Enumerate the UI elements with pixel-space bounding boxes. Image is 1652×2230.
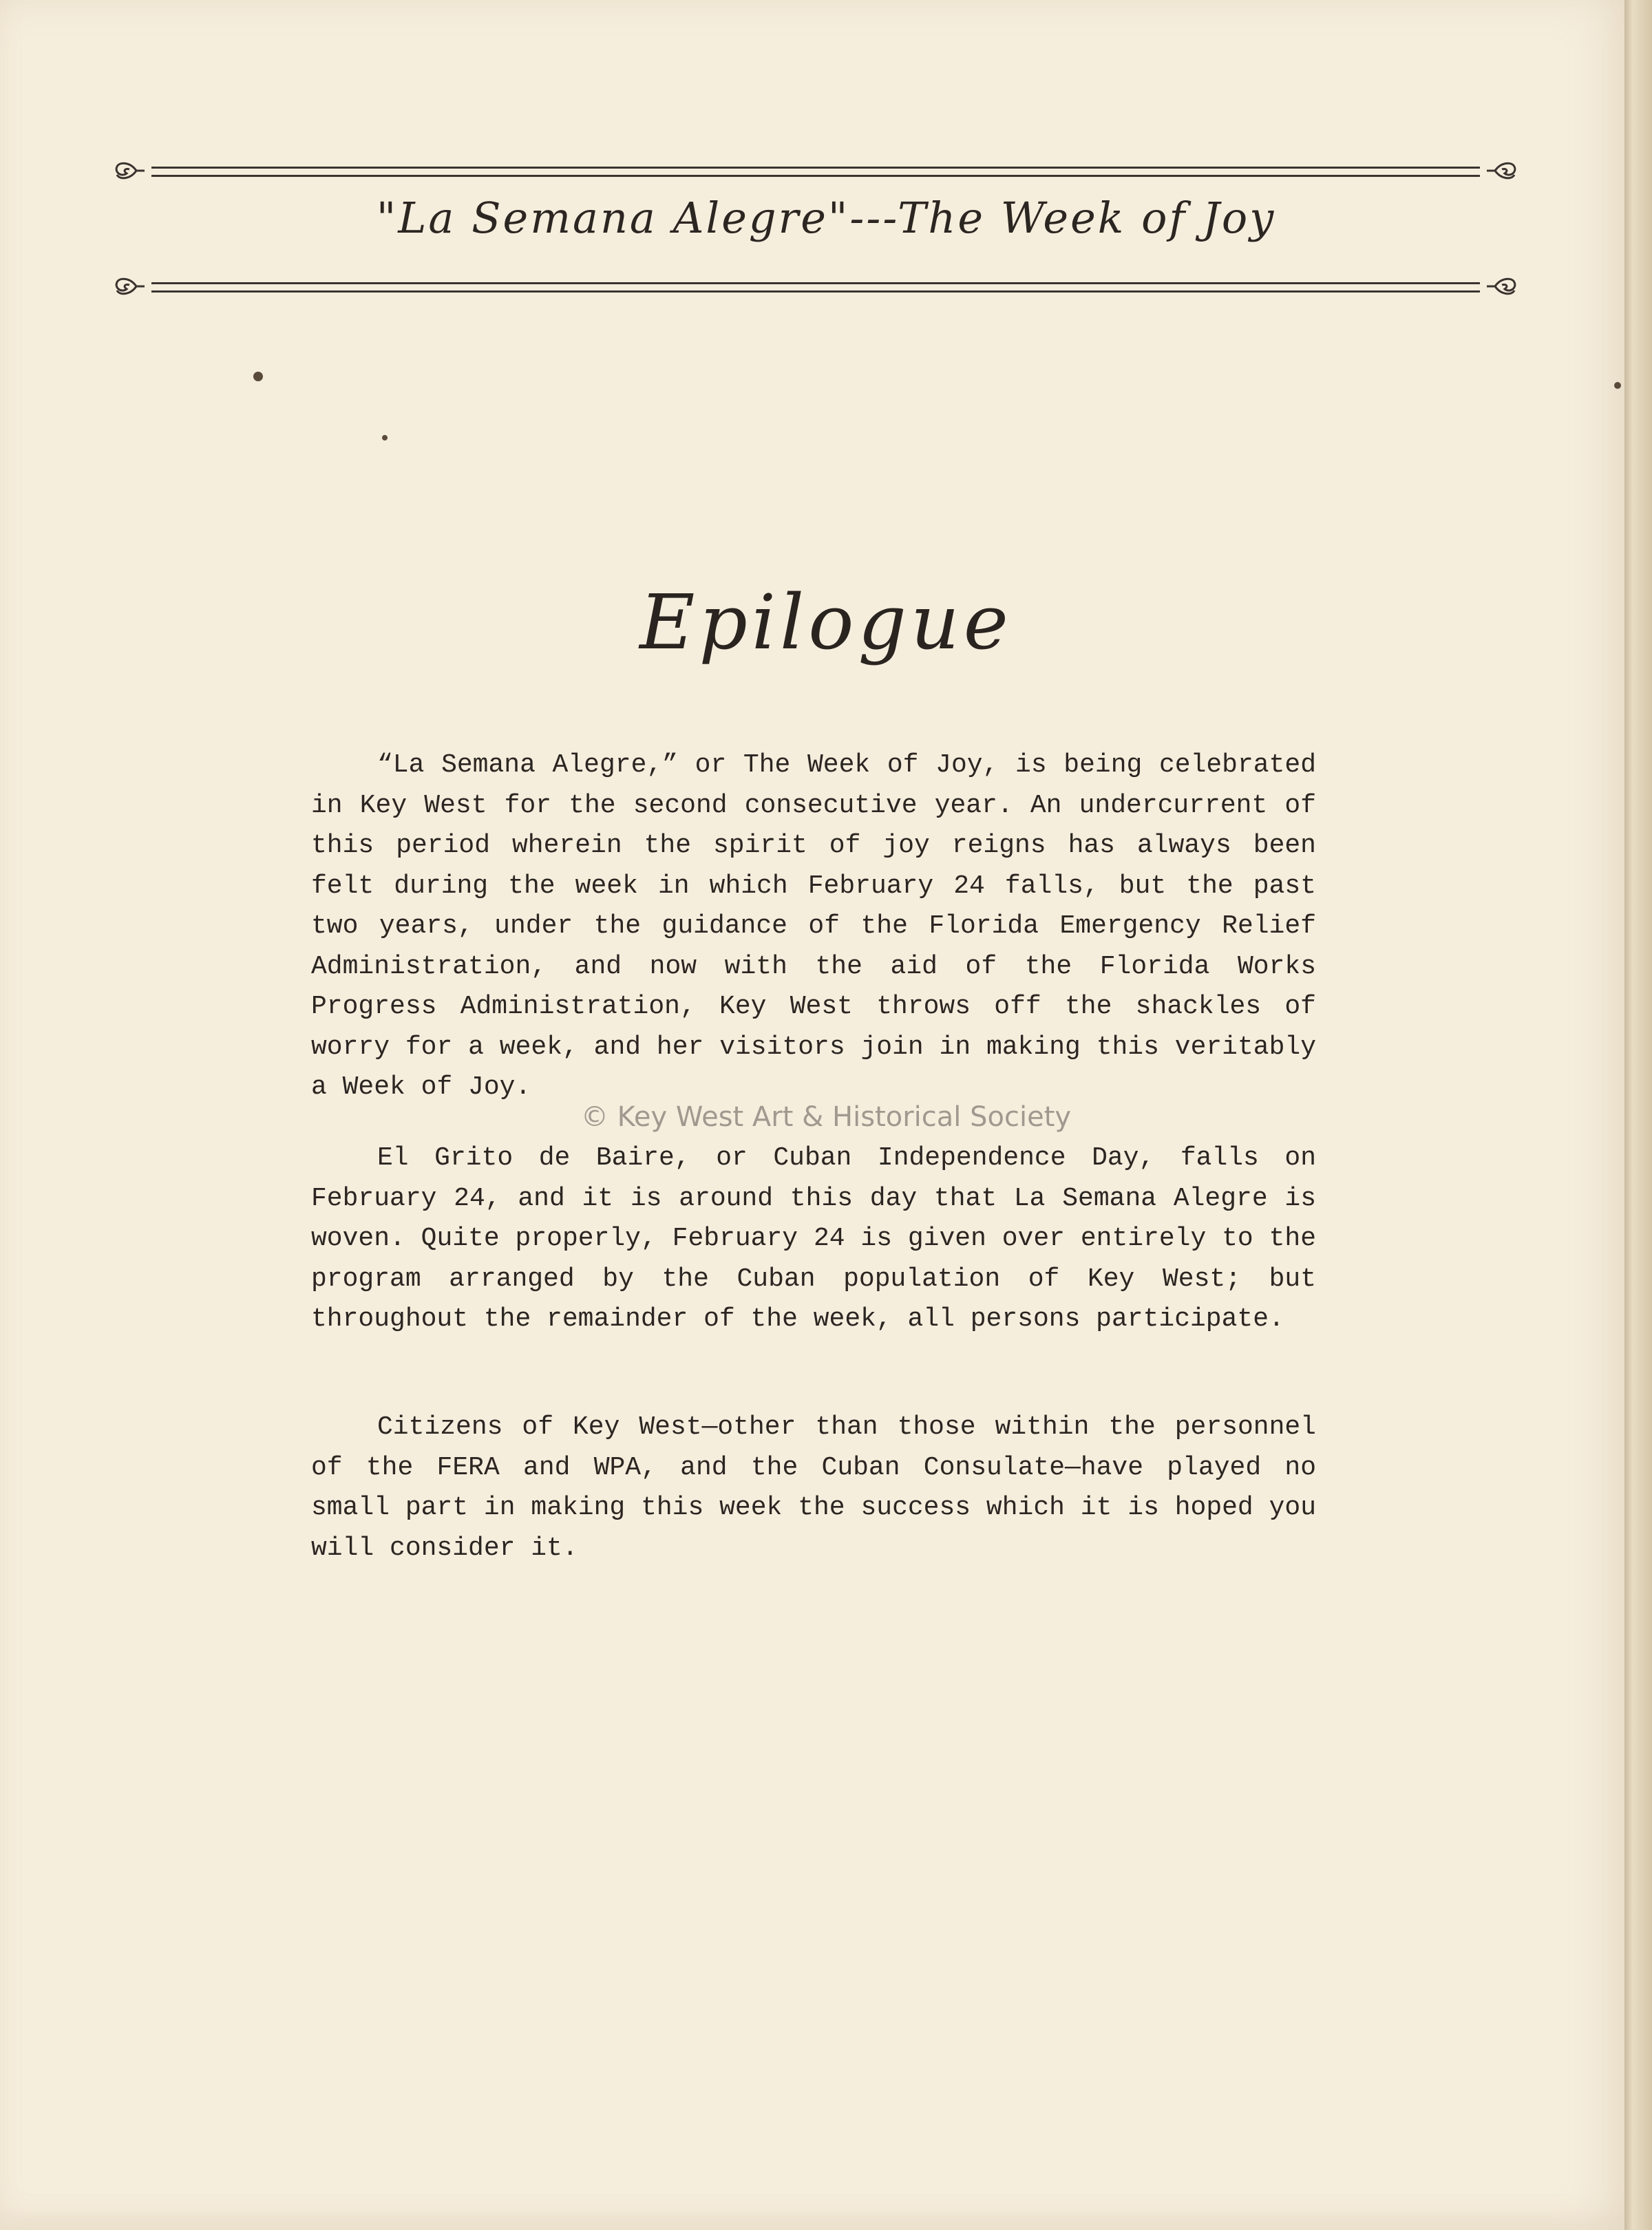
ornament-left-icon <box>110 273 146 300</box>
section-heading: Epilogue <box>639 578 1013 666</box>
ornament-left-icon <box>110 157 146 184</box>
ornament-right-icon <box>1485 157 1521 184</box>
paper-speck <box>382 435 388 440</box>
ornament-right-icon <box>1485 273 1521 300</box>
paragraph-1: “La Semana Alegre,” or The Week of Joy, is being celebrated in Key West for the second consecutive year. An undercurrent of this period wherein the spirit of joy reigns has always been felt during the week in which February 24 falls, but the past two years, under the guidance of the Florida Emergency Relief Administration, and now with the aid of the Florida Works Progress Administration, Key West throws off the shackles of worry for a week, and her visitors join in making this veritably a Week of Joy. <box>311 750 1316 1102</box>
paragraph-2: El Grito de Baire, or Cuban Independence Day, falls on February 24, and it is around this day that La Semana Alegre is woven. Quite properly, February 24 is given over entirely to the program arranged by the Cuban population of Key West; but throughout the remainder of the week, all persons participate. <box>311 1143 1316 1334</box>
top-rule <box>110 157 1521 184</box>
paper-speck <box>253 372 263 381</box>
double-line <box>151 282 1480 293</box>
paper-speck <box>1614 382 1621 389</box>
page-header-title: "La Semana Alegre"---The Week of Joy <box>376 193 1276 243</box>
double-line <box>151 167 1480 177</box>
bottom-rule <box>110 273 1521 300</box>
page-edge <box>1624 0 1652 2230</box>
paragraph-3: Citizens of Key West—other than those within the personnel of the FERA and WPA, and the Cuban Consulate—have played no small part in making this week the success which it is hoped you will consider it. <box>311 1412 1316 1563</box>
watermark: © Key West Art & Historical Society <box>580 1101 1072 1133</box>
